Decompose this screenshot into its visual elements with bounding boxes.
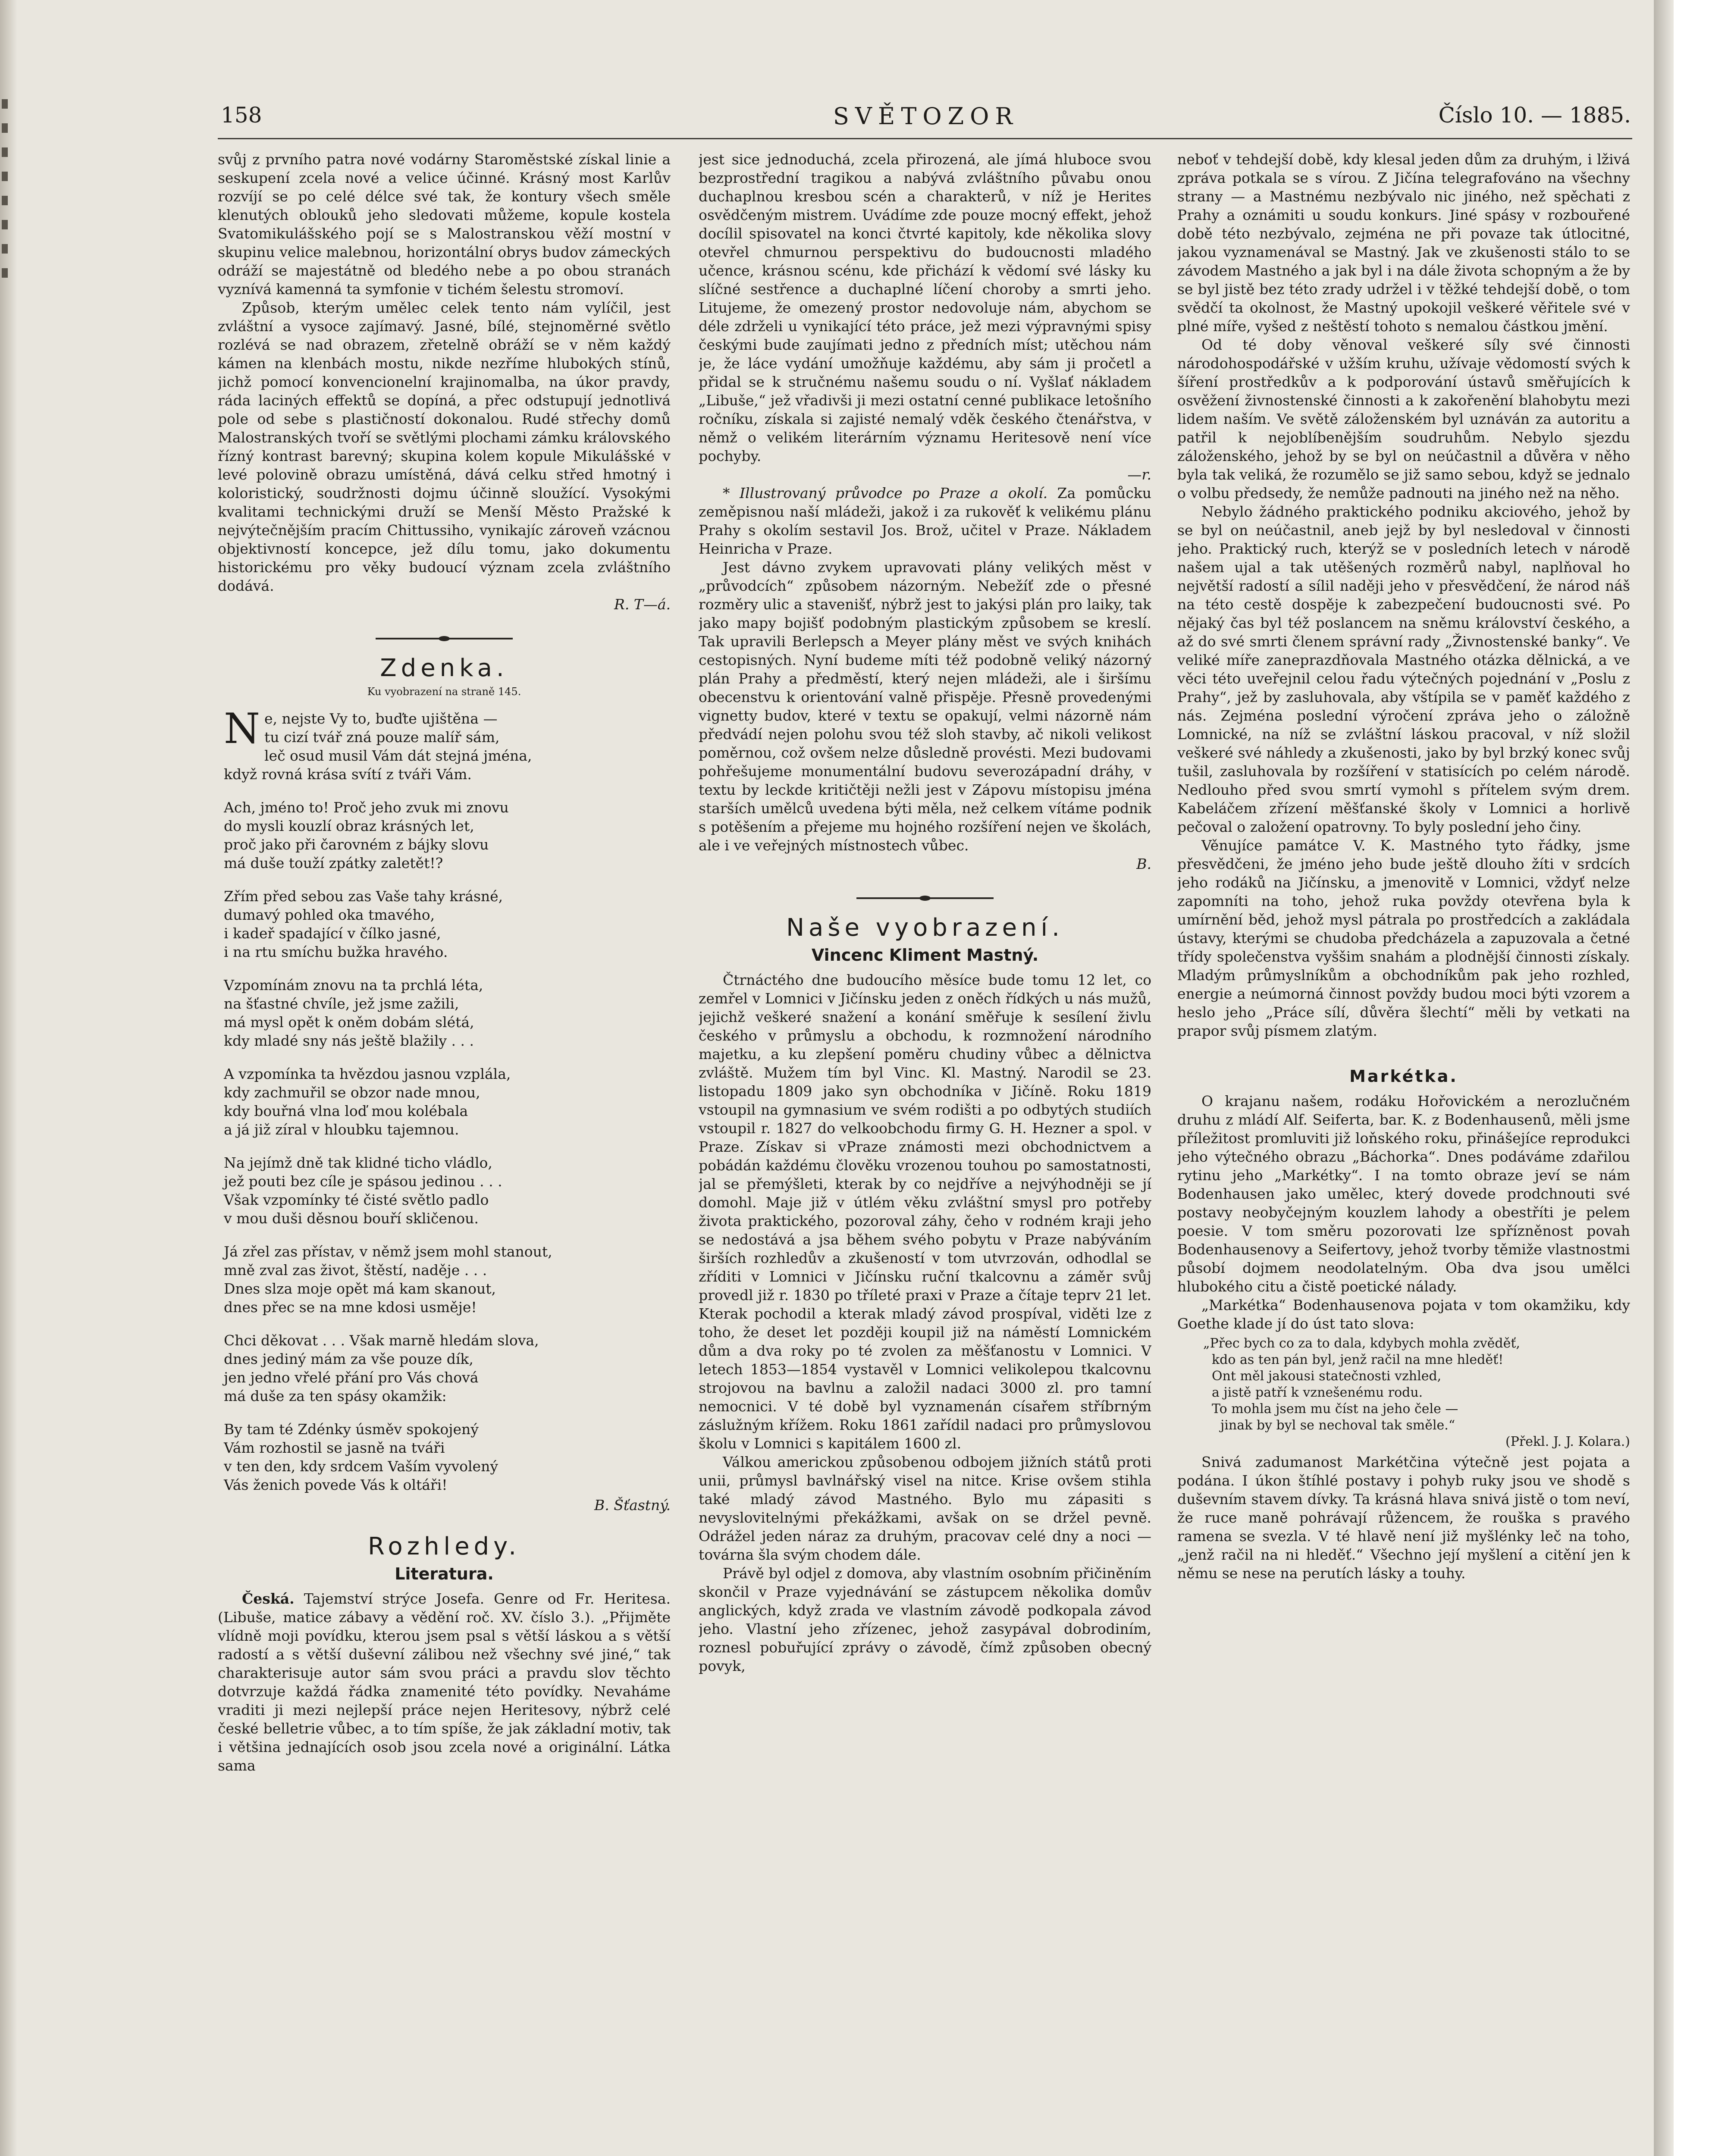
poem-line: Vám rozhostil se jasně na tváři xyxy=(224,1439,445,1456)
page-right-margin xyxy=(1654,0,1709,2156)
poem-line: Na jejímž dně tak klidné ticho vládlo, xyxy=(224,1154,492,1171)
poem-line: i na rtu smíchu bužka hravého. xyxy=(224,943,448,960)
page-header xyxy=(221,103,1631,137)
poem-line: dnes přec se na mne kdosi usměje! xyxy=(224,1299,477,1316)
stanza xyxy=(224,1065,671,1139)
paragraph: Od té doby věnoval veškeré síly své činnosti národohospodářské v užším kruhu, užívaje vědomostí svých k šíření prostředkův a k podporování ústavů směřujících k osvěžení živnostenské činnosti a k zakořenění blahobytu mezi lidem naším. Ve světě záloženském byl uznáván za autoritu a patřil k nejoblíbenějším soudruhům. Nebylo sjezdu záloženského, jehož by se byl on neúčastnil a důvěra v něho byla tak veliká, že rozumělo se již samo sebou, když se jednalo o volbu předsedy, že nemůže padnouti na jiného než na něho. xyxy=(1177,336,1630,501)
section-title: Naše vyobrazení. xyxy=(786,914,1064,942)
quote-line: jinak by byl se nechoval tak směle.“ xyxy=(1220,1418,1455,1433)
lead-word: Česká. xyxy=(242,1590,295,1607)
column-3 xyxy=(1177,150,1630,2151)
issue-number: Číslo 10. — 1885. xyxy=(1438,103,1631,128)
ornament-divider xyxy=(699,893,1151,902)
binding-marks xyxy=(2,99,15,292)
paragraph: svůj z prvního patra nové vodárny Staroměstské získal linie a seskupení zcela nové a velice účinné. Krásný most Karlův rozvíjí se po celé délce své tak, že kontury všech směle klenutých oblouků jeho sledovati můžeme, kopule kostela Svatomikulášského pojí se s Malostranskou věží mostní v skupinu velice malebnou, horizontální obrys budov zámeckých odráží se majestátně od bledého nebe a po obou stranách vyznívá kamenná ta symfonie v tichém šelestu stromoví. xyxy=(218,151,671,298)
paragraph: neboť v tehdejší době, kdy klesal jeden dům za druhým, i lživá zpráva potkala se s vírou. Z Jičína telegrafováno na všechny strany — a Mastnému nezbývalo nic jiného, než spěchati z Prahy a oznámiti u soudu konkurs. Jiné spásy v rozbouřené době této nezbývalo, zejména ne při povaze tak útlocitné, jakou vyznamenával se Mastný. Jak ve zkušenosti stálo to se závodem Mastného a jak byl i na dále života schopným a že by se byl jistě bez této zrady udržel i v těžké tehdejší době, o tom svědčí ta okolnost, že Mastný upokojil veškeré věřitele své v plné míře, vyšed z neštěstí tohoto s nemalou částkou jmění. xyxy=(1177,151,1630,335)
quote-line: kdo as ten pán byl, jenž račil na mne hleděť! xyxy=(1212,1352,1504,1367)
paragraph: Způsob, kterým umělec celek tento nám vylíčil, jest zvláštní a vysoce zajímavý. Jasné, bílé, stejnoměrné světlo rozlévá se nad obrazem, zřetelně obráží se v něm každý kámen na klenbách mostu, nikde nezříme hlubokých stínů, jichž pomocí konvencionelní krajinomalba, na úkor pravdy, ráda laciných effektů se dopíná, a přec odstupují jednotlivá pole od sebe s plastičností dokonalou. Rudé střechy domů Malostranských tvoří se světlými plochami zámku královského řízný kontrast barevný; skupina kolem kopule Mikulášské v levé polovině obrazu umístěná, dává celku střed hmotný i koloristický, soudržnosti dojmu účinně sloužící. Vysokými kvalitami technickými druží se Menší Město Pražské k nejvýtečnějším pracím Chittussiho, vynikajíc zároveň vzácnou objektivností koncepce, jež dílu tomu, jako dokumentu historickému pro věky budoucí význam zcela zvláštního dodává. xyxy=(218,299,671,594)
paragraph: Válkou americkou způsobenou odbojem jižních států proti unii, průmysl bavlnářský visel na nitce. Krise ovšem stihla také mladý závod Mastného. Bylo mu zápasiti s nevyslovitelnými překážkami, avšak on se držel pevně. Odrážel jeden náraz za druhým, pracovav celé dny a noci — továrna šla svým chodem dále. xyxy=(699,1454,1151,1563)
drop-cap: N xyxy=(224,705,260,753)
ornament-divider xyxy=(218,633,671,642)
paragraph xyxy=(218,1589,671,1775)
poem-line: Dnes slza moje opět má kam skanout, xyxy=(224,1280,496,1297)
stanza xyxy=(224,1153,671,1228)
paragraph xyxy=(699,484,1151,558)
signature: R. T—á. xyxy=(614,596,671,613)
poem-line: má mysl opět k oněm dobám slétá, xyxy=(224,1014,474,1031)
paragraph: Čtrnáctého dne budoucího měsíce bude tomu 12 let, co zemřel v Lomnici v Jičínsku jeden z oněch řídkých u nás mužů, jejichž veškeré snažení a konání směřuje k sesílení živlu českého v průmyslu a obchodu, k rozmnožení národního majetku, a ku zlepšení poměru chudiny vůbec a dělnictva zvláště. Mužem tím byl Vinc. Kl. Mastný. Narodil se 23. listopadu 1809 jako syn obchodníka v Jičíně. Roku 1819 vstoupil na gymnasium ve svém rodišti a po odbytých studiích vstoupil r. 1827 do velkoobchodu firmy G. H. Hezner a spol. v Praze. Získav si vPraze známosti mezi obchodnictvem a pobádán každému člověku vrozenou touhou po samostatnosti, jal se přemýšleti, kterak by co nejdříve a nejvýhodněji se jí domohl. Maje již v útlém věku zvláštní smysl pro potřeby života praktického, pozoroval záhy, čeho v rodném kraji jeho se nedostává a jsa během svého pobytu v Praze nabýváním širších rozhledův a zkušeností v tom utvrzován, odhodlal se zříditi v Lomnici v Jičínsku ruční tkalcovnu a záměr svůj provedl již r. 1830 po tříleté praxi v Praze a čítaje teprv 21 let. Kterak pochodil a kterak mladý závod prospíval, viděti lze z toho, že deset let později koupil již na náměstí Lomnickém dům a dva roky po té zvolen za měšťanostu v Lomnici. V letech 1853—1854 vystavěl v Lomnici velikolepou tkalcovnu strojovou na bavlnu a založil nadaci 3000 zl. pro tamní nemocnici. V té době byl vyznamenán císařem stříbrným záslužným křížem. Roku 1861 zařídil nadaci pro průmyslovou školu v Lomnici s kapitálem 1600 zl. xyxy=(699,971,1151,1452)
signature: B. Šťastný. xyxy=(594,1497,671,1514)
column-1 xyxy=(218,150,671,2151)
poem-line: na šťastné chvíle, jež jsme zažili, xyxy=(224,995,459,1012)
poem-line: Však vzpomínky té čisté světlo padlo xyxy=(224,1191,489,1208)
poem-line: Já zřel zas přístav, v němž jsem mohl stanout, xyxy=(224,1243,552,1260)
book-title: * Illustrovaný průvodce po Praze a okolí. xyxy=(723,485,1048,501)
poem-line: kdy bouřná vlna loď mou kolébala xyxy=(224,1103,468,1119)
quote-line: „Přec bych co za to dala, kdybych mohla zvěděť, xyxy=(1203,1336,1520,1351)
poem-line: kdy mladé sny nás ještě blažily . . . xyxy=(224,1032,474,1049)
stanza xyxy=(224,1242,671,1316)
article-title: Markétka. xyxy=(1349,1067,1458,1086)
quote-line: To mohla jsem mu číst na jeho čele — xyxy=(1212,1401,1458,1416)
quote-line: Ont měl jakousi statečnosti vzhled, xyxy=(1212,1369,1442,1384)
paragraph: Nebylo žádného praktického podniku akciového, jehož by se byl on neúčastnil, aneb jejž by byl nesledoval v činnosti jeho. Praktický ruch, kterýž se v posledních letech v národě našem ujal a tak utěšených rozměrů nabyl, naplňoval ho největší radostí a sílil naději jeho v přesvědčení, že národ náš na této cestě dospěje k zabezpečení budoucnosti své. Po nějaký čas byl též poslancem na sněmu království českého, a až do své smrti členem správní rady „Živnostenské banky“. Ve veliké míře zaneprazdňovala Mastného otázka dělnická, a ve věci této uveřejnil celou řadu výtečných pojednání v „Poslu z Prahy“, jež by zasluhovala, aby vštípila se v paměť každého z nás. Zejména poslední výročení zpráva jeho o záložně Lomnické, na níž se zvláštní láskou pracoval, v níž složil veškeré své náhledy a zkušenosti, jako by byl brzký konec svůj tušil, zasluhovala by rozšíření v statisících po celém národě. Nedlouho před svou smrtí vymohl s přítelem svým drem. Kabeláčem zřízení měšťanské školy v Lomnici a horlivě pečoval o založení opatrovny. To byly poslední jeho činy. xyxy=(1177,503,1630,835)
subsection-title: Literatura. xyxy=(395,1564,494,1583)
section-title: Rozhledy. xyxy=(367,1532,521,1561)
paragraph: Jest dávno zvykem upravovati plány velikých měst v „průvodcích“ způsobem názorným. Nebežíť zde o přesné rozměry ulic a stavenišť, nýbrž jest to jakýsi plán pro laiky, tak jako mapy bojišť podobným plastickým způsobem se kreslí. Tak upravili Berlepsch a Meyer plány měst ve svých knihách cestopisných. Nyní budeme míti též podobně veliký názorný plán Prahy a předměstí, který nejen mládeži, ale i širšímu obecenstvu k orientování valně přispěje. Přesně provedenými vignetty budov, které v textu se opakují, velmi názorně nám předvádí nejen polohu svou též sloh stavby, ač nikoli velikost poměrnou, což ovšem nelze důsledně provésti. Mezi budovami pohřešujeme monumentální budovu severozápadní dráhy, v textu by leckde kritičtěji nežli jest v Zápovu místopisu jména starších umělců uvedena býti měla, než celkem vítáme podnik s potěšením a přejeme mu hojného rozšíření nejen ve školách, ale i ve veřejných místnostech vůbec. xyxy=(699,559,1151,854)
signature: —r. xyxy=(1127,466,1151,483)
poem-line: tu cizí tvář zná pouze malíř sám, xyxy=(264,729,500,746)
column-2 xyxy=(699,150,1151,2151)
poem xyxy=(218,705,671,1494)
poem-line: když rovná krása svítí z tváři Vám. xyxy=(224,766,472,783)
binding-edge xyxy=(0,0,17,2156)
poem-line: A vzpomínka ta hvězdou jasnou vzplála, xyxy=(224,1065,511,1082)
poem-line: i kadeř spadající v čílko jasné, xyxy=(224,925,441,942)
stanza xyxy=(224,976,671,1050)
poem-line: má duše za ten spásy okamžik: xyxy=(224,1388,447,1404)
quote-source: (Překl. J. J. Kolara.) xyxy=(1505,1434,1630,1449)
poem-line: Ach, jméno to! Proč jeho zvuk mi znovu xyxy=(224,799,509,816)
poem-line: má duše touží zpátky zaletět!? xyxy=(224,855,443,871)
poem-line: do mysli kouzlí obraz krásných let, xyxy=(224,818,474,834)
poem-line: dnes jediný mám za vše pouze dík, xyxy=(224,1351,474,1367)
poem-line: Chci děkovat . . . Však marně hledám slova, xyxy=(224,1332,539,1349)
paragraph: O krajanu našem, rodáku Hořovickém a nerozlučném druhu z mládí Alf. Seiferta, bar. K. z Bodenhausenů, měli jsme příležitost promluviti již loňského roku, přinášejíce reprodukci jeho výtečného obrazu „Báchorka“. Dnes podáváme zdařilou rytinu jeho „Markétky“. I na tomto obraze jeví se nám Bodenhausen jako umělec, který dovede prodchnouti své postavy neobyčejným kouzlem lahody a obestříti je pelem poesie. V tom směru pozorovati lze spřízněnost povah Bodenhausenovy a Seifertovy, jehož tvorby těmiže vlastnostmi působí dojmem neodolatelným. Oba dva jsou umělci hlubokého citu a čistě poetické nálady. xyxy=(1177,1093,1630,1295)
paragraph: Snivá zadumanost Markétčina výtečně jest pojata a podána. I úkon štíhlé postavy i pohyb ruky jsou ve shodě s duševním stavem dívky. Ta krásná hlava snivá jistě o tom neví, že ruce maně pohrávají růžencem, že rouška s pravého ramena se svezla. V té hlavě není již myšlénky leč na toho, „jenž račil na ni hleděť.“ Všechno její myšlení a citění jen k němu se nese na perutích lásky a touhy. xyxy=(1177,1454,1630,1582)
poem-line: jež pouti bez cíle je spásou jedinou . . . xyxy=(224,1173,502,1190)
poem-line: Vás ženich povede Vás k oltáři! xyxy=(224,1476,448,1493)
stanza xyxy=(224,887,671,961)
poem-line: jen jedno vřelé přání pro Vás chová xyxy=(224,1369,479,1386)
stanza xyxy=(224,1420,671,1494)
quote-line: a jistě patří k vznešenému rodu. xyxy=(1212,1385,1423,1400)
stanza xyxy=(224,705,671,783)
paragraph: Věnujíce památce V. K. Mastného tyto řádky, jsme přesvědčeni, že jméno jeho bude ještě dlouho žíti v srdcích jeho rodáků na Jičínsku, a jmenovitě v Lomnici, vždyť nelze zapomníti na toho, jehož ruka povždy otevřena byla k umírnění běd, jehož mysl pátrala po prostředcích a zakládala ústavy, kterými se chudoba předcházela a zapuzovala a četné třídy společenstva vyššim snahám a plodnější činnosti získaly. Mladým průmyslníkům a obchodníkům pak jeho rozhled, energie a neúmorná činnost povždy budou moci býti vzorem a heslo jeho „Práce sílí, důvěra šlechtí“ měli by vetkati na prapor svůj písmem zlatým. xyxy=(1177,837,1630,1039)
verse-quote xyxy=(1177,1333,1630,1453)
paragraph-text: Tajemství strýce Josefa. Genre od Fr. Heritesa. (Libuše, matice zábavy a vědění roč. XV. číslo 3.). „Přijměte vlídně moji povídku, kterou jsem psal s větší láskou a s větší radostí a s větší duševní zálibou než všechny své jiné,“ tak charakterisuje autor sám svou práci a pravdu slov těchto dotvrzuje každá řádka znamenité této povídky. Nevaháme vraditi ji mezi nejlepší práce nejen Heritesovy, nýbrž celé české belletrie vůbec, a to tím spíše, že jak základní motiv, tak i většina jednajících osob jsou zcela nové a originální. Látka sama xyxy=(218,1590,671,1774)
poem-line: leč osud musil Vám dát stejná jména, xyxy=(264,747,532,764)
masthead: SVĚTOZOR xyxy=(833,103,1019,130)
poem-line: Zřím před sebou zas Vaše tahy krásné, xyxy=(224,888,503,905)
header-rule xyxy=(218,138,1632,139)
paragraph: jest sice jednoduchá, zcela přirozená, ale jímá hluboce svou bezprostřední tragikou a nabývá zvláštního půvabu onou duchaplnou kresbou scén a charakterů, v níž je Herites osvědčeným mistrem. Uvádíme zde pouze mocný effekt, jehož docílil spisovatel na konci čtvrté kapitoly, kde několika slovy otevřel chmurnou perspektivu do budoucnosti mladého učence, krásnou scénu, kde přichází k vědomí své lásky ku slíčné sestřence a duchaplné líčení choroby a smrti jeho. Litujeme, že omezený prostor nedovoluje nám, abychom se déle zdrželi u vynikající této práce, jež mezi výpravnými spisy českými bude zaujímati jedno z předních míst; utěchou nám je, že láce vydání umožňuje každému, aby sám ji pročetl a přidal se k stručnému našemu soudu o ní. Vyšlať nákladem „Libuše,“ jež vřadivši ji mezi ostatní cenné publikace letošního ročníku, získala si zajisté nemalý vděk českého čtenářstva, v němž o velikém literárním významu Heritesově není více pochyby. xyxy=(699,151,1151,464)
paragraph: „Markétka“ Bodenhausenova pojata v tom okamžiku, kdy Goethe klade jí do úst tato slova: xyxy=(1177,1297,1630,1332)
poem-subtitle: Ku vyobrazení na straně 145. xyxy=(367,686,521,698)
poem-line: v ten den, kdy srdcem Vaším vyvolený xyxy=(224,1458,498,1475)
poem-line: e, nejste Vy to, buďte ujištěna — xyxy=(264,710,498,727)
poem-line: kdy zachmuřil se obzor nade mnou, xyxy=(224,1084,480,1101)
stanza xyxy=(224,798,671,872)
poem-title: Zdenka. xyxy=(380,654,508,682)
paragraph: Právě byl odjel z domova, aby vlastním osobním přičiněním skončil v Praze vyjednávání se zástupcem několika domův anglických, když zrada ve vlastním závodě podkopala závod jeho. Vlastní jeho zřízenec, jehož zasypával dobrodiním, roznesl pobuřující zprávy o závodě, čímž způsoben obecný povyk, xyxy=(699,1565,1151,1674)
poem-line: a já již zíral v hloubku tajemnou. xyxy=(224,1121,459,1138)
poem-line: dumavý pohled oka tmavého, xyxy=(224,906,435,923)
article-title: Vincenc Kliment Mastný. xyxy=(811,946,1039,965)
poem-line: proč jako při čarovném z bájky slovu xyxy=(224,836,489,853)
paragraph-text: Za pomůcku zeměpisnou naší mládeži, jakož i za rukověť k velikému plánu Prahy s okolím sestavil Jos. Brož, učitel v Praze. Nákladem Heinricha v Praze. xyxy=(699,485,1151,557)
page-number: 158 xyxy=(221,103,262,128)
poem-line: mně zval zas život, štěstí, naděje . . . xyxy=(224,1262,487,1279)
poem-line: v mou duši děsnou bouří skličenou. xyxy=(224,1210,479,1227)
poem-line: By tam té Zdénky úsměv spokojený xyxy=(224,1421,479,1438)
signature: B. xyxy=(1136,856,1151,872)
stanza xyxy=(224,1331,671,1405)
poem-line: Vzpomínám znovu na ta prchlá léta, xyxy=(224,977,483,993)
